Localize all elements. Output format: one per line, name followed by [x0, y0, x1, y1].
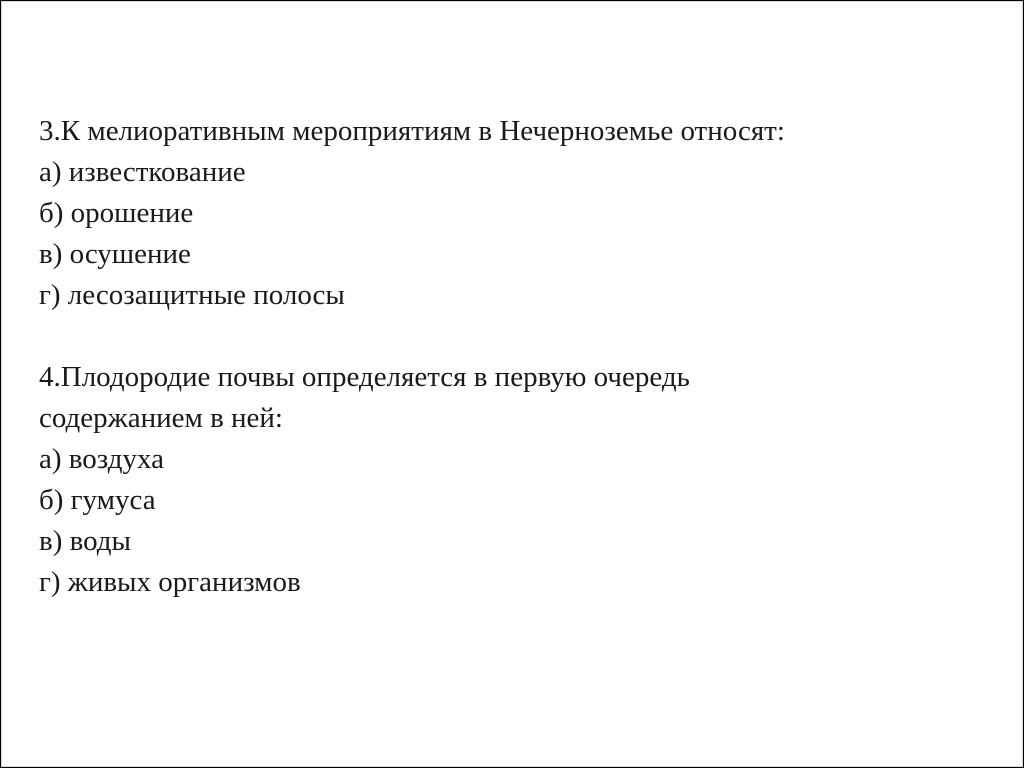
question-3-text: 3.К мелиоративным мероприятиям в Нечерноземье относят: — [39, 115, 785, 147]
question-3-option-v: в) осушение — [39, 238, 191, 270]
question-4-text-line-2: содержанием в ней: — [39, 402, 283, 434]
question-3-option-g: г) лесозащитные полосы — [39, 279, 345, 311]
question-4-option-a: а) воздуха — [39, 443, 164, 475]
question-3-option-a: а) известкование — [39, 156, 246, 188]
question-4-option-g: г) живых организмов — [39, 566, 301, 598]
question-4-option-v: в) воды — [39, 525, 131, 557]
question-4 — [39, 357, 979, 603]
question-3 — [39, 111, 979, 316]
question-3-option-b: б) орошение — [39, 197, 194, 229]
question-4-text-line-1: 4.Плодородие почвы определяется в первую очередь — [39, 361, 690, 393]
slide-content — [39, 111, 979, 603]
question-4-option-b: б) гумуса — [39, 484, 156, 516]
